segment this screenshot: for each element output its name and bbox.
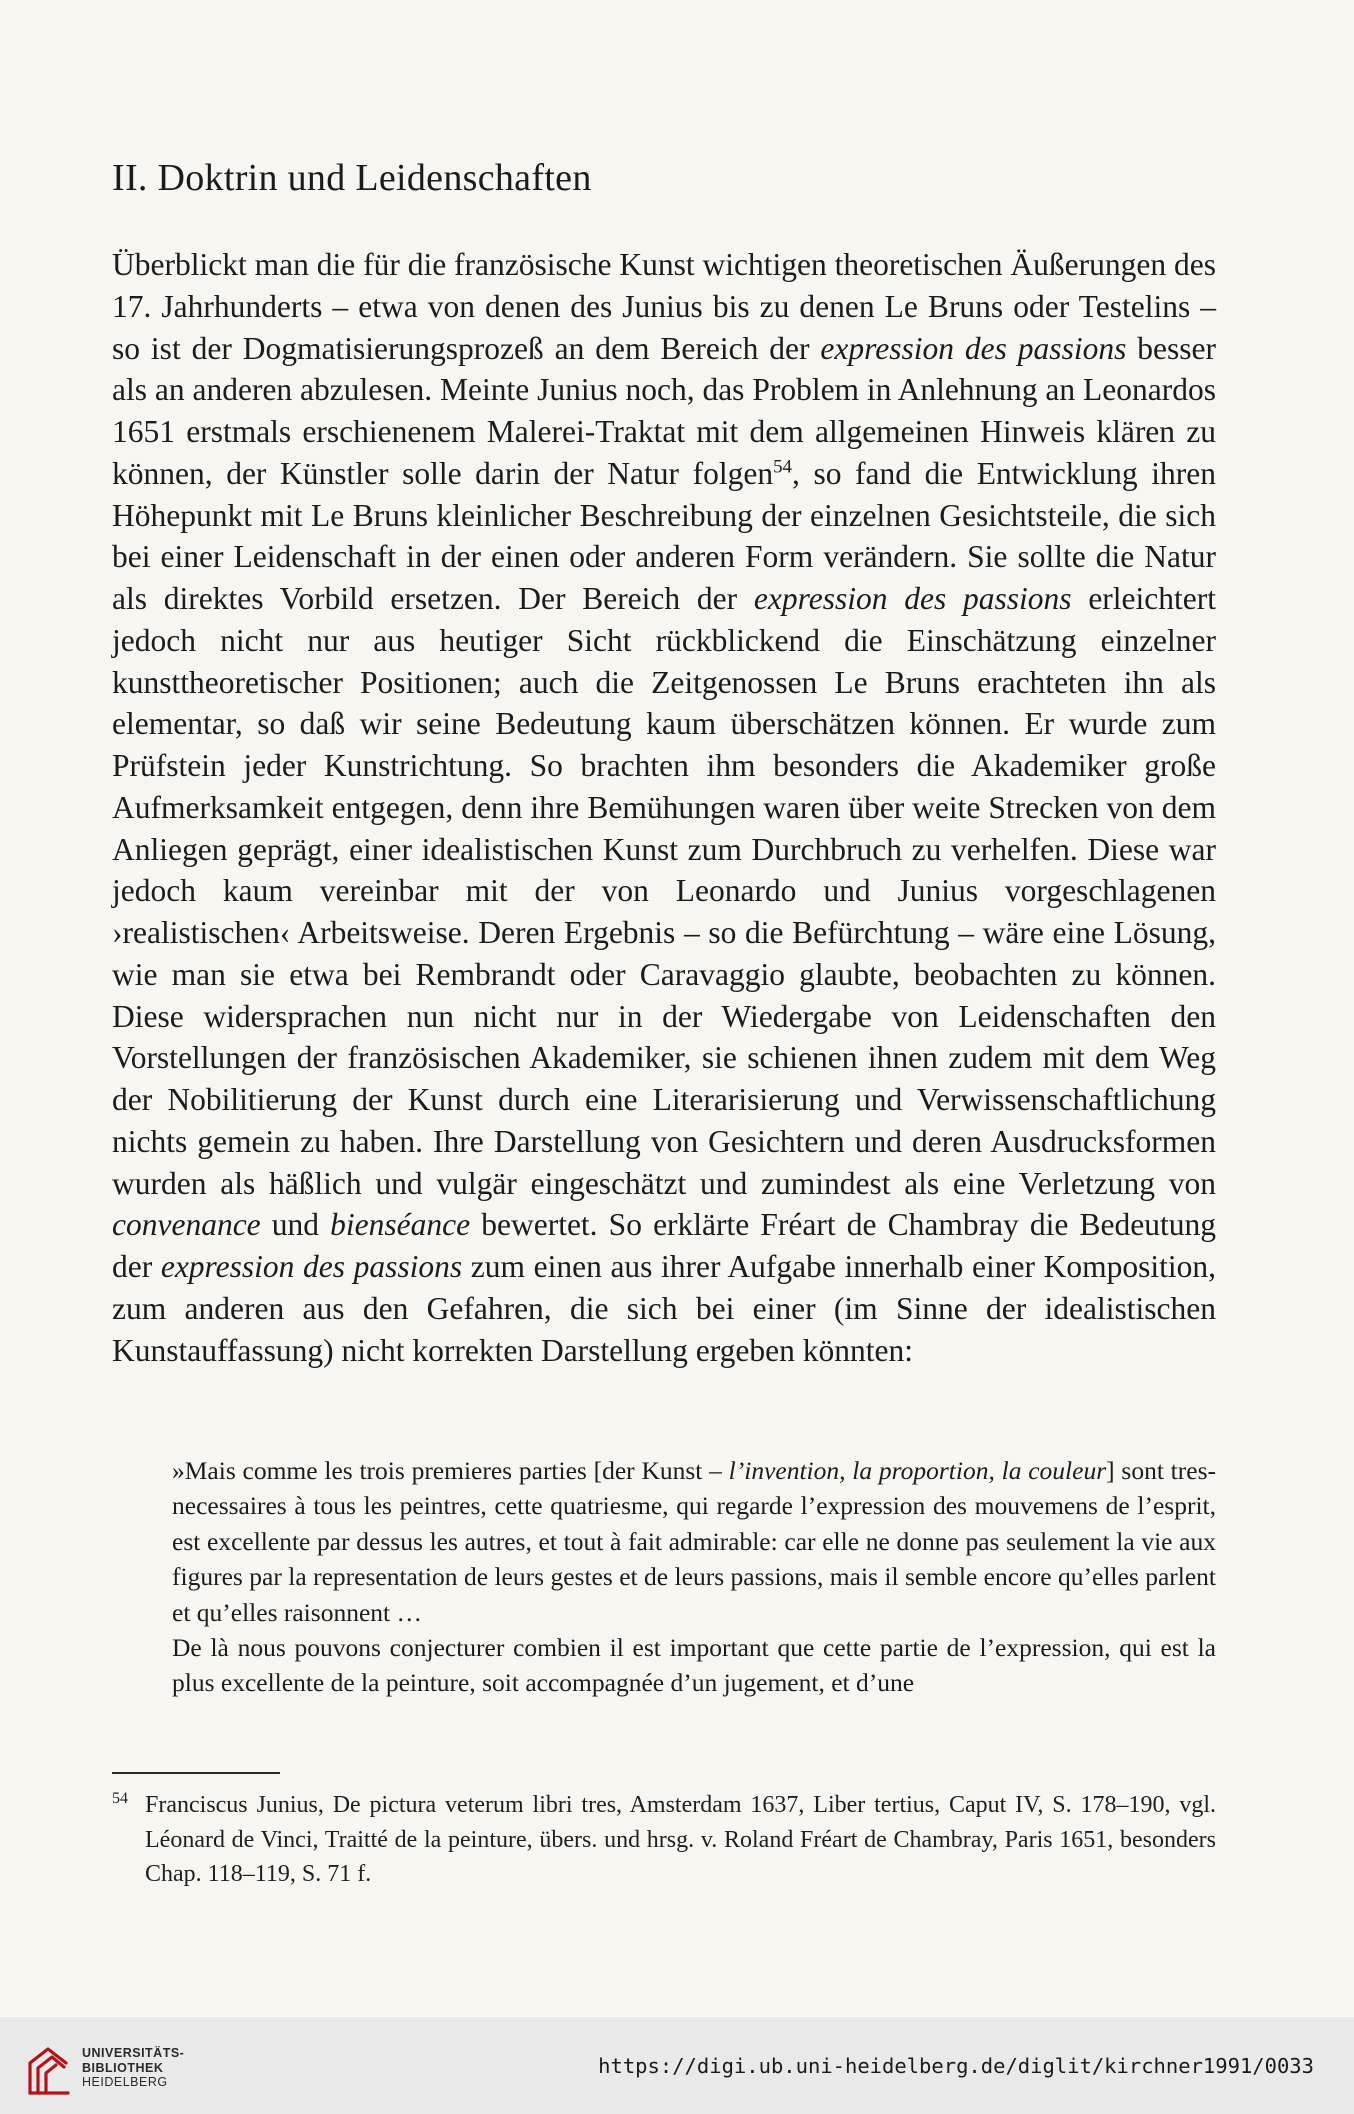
text-run: zum einen aus ihrer Aufgabe innerhalb einer Komposition, zum anderen aus den Gefahren, die sich bei einer (im Sinne der idealistischen Kunstauffassung) nicht korrekten Darstellung ergeben könnten: — [112, 1249, 1216, 1368]
quote-paragraph-1 — [172, 1453, 1216, 1630]
body-paragraph — [112, 244, 1216, 1371]
italic-term: expression des passions — [820, 330, 1127, 366]
section-heading: II. Doktrin und Leidenschaften — [112, 157, 592, 199]
text-run: Überblickt man die für die französische Kunst wichtigen theoretischen Äußerungen des 17. Jahrhunderts – etwa von denen des Junius bis zu denen Le Bruns oder Testelins – so ist der Dogmatisierungsprozeß an dem Bereich der — [112, 247, 1216, 366]
italic-term: bienséance — [330, 1207, 471, 1243]
library-logo-text — [82, 2046, 184, 2090]
italic-term: expression des passions — [160, 1249, 463, 1284]
permalink-url[interactable]: https://digi.ub.uni-heidelberg.de/diglit/kirchner1991/0033 — [598, 2054, 1314, 2078]
italic-term: l’invention, la proportion, la couleur — [728, 1456, 1107, 1485]
logo-line-1: UNIVERSITÄTS- — [82, 2046, 185, 2060]
text-run: ] sont tres-necessaires à tous les peintres, cette quatriesme, qui regarde l’expression des mouvemens de l’esprit, est excellente par dessus les autres, et tout à fait admirable: car elle ne donne pas seulement la vie aux figures par la representation de leurs gestes et de leurs passions, mais il semble encore qu’elles parlent et qu’elles raisonnent … — [172, 1456, 1216, 1627]
italic-term: expression des passions — [753, 581, 1072, 616]
library-logo-icon — [24, 2043, 74, 2099]
footnote — [112, 1788, 1216, 1892]
block-quote — [172, 1453, 1216, 1701]
logo-line-3: HEIDELBERG — [82, 2075, 168, 2089]
text-run: , so fand die Entwicklung ihren Höhepunkt mit Le Bruns kleinlicher Beschreibung der einzelnen Gesichtsteile, die sich bei einer Leidenschaft in der einen oder anderen Form verändern. Sie sollte die Natur als direktes Vorbild ersetzen. Der Bereich der — [112, 455, 1216, 616]
text-run: bewertet. So erklärte Fréart de Chambray die Bedeutung der — [112, 1207, 1217, 1284]
footnote-number: 54 — [112, 1790, 128, 1807]
text-run: besser als an anderen abzulesen. Meinte Junius noch, das Problem in Anlehnung an Leonardos 1651 erstmals erschienenem Malerei-Traktat mit dem allgemeinen Hinweis klären zu können, der Künstler solle darin der Natur folgen — [112, 330, 1216, 491]
text-run: und — [260, 1207, 331, 1243]
italic-term: convenance — [112, 1207, 261, 1243]
footnote-text: Franciscus Junius, De pictura veterum libri tres, Amsterdam 1637, Liber tertius, Caput IV, S. 178–190, vgl. Léonard de Vinci, Traitté de la peinture, übers. und hrsg. v. Roland Fréart de Chambray, Paris 1651, besonders Chap. 118–119, S. 71 f. — [145, 1792, 1216, 1888]
quote-paragraph-2 — [172, 1630, 1216, 1701]
text-run: De là nous pouvons conjecturer combien il est important que cette partie de l’expression, qui est la plus excellente de la peinture, soit accompagnée d’un jugement, et d’une — [172, 1633, 1216, 1698]
footnote-divider — [112, 1772, 280, 1774]
logo-line-2: BIBLIOTHEK — [82, 2060, 164, 2075]
text-run: erleichtert jedoch nicht nur aus heutiger Sicht rückblickend die Einschätzung einzelner kunsttheoretischer Positionen; auch die Zeitgenossen Le Bruns erachteten ihn als elementar, so daß wir seine Bedeutung kaum überschätzen können. Er wurde zum Prüfstein jeder Kunstrichtung. So brachten ihm besonders die Akademiker große Aufmerksamkeit entgegen, denn ihre Bemühungen waren über weite Strecken von dem Anliegen geprägt, einer idealistischen Kunst zum Durchbruch zu verhelfen. Diese war jedoch kaum vereinbar mit der von Leonardo und Junius vorgeschlagenen ›realistischen‹ Arbeitsweise. Deren Ergebnis – so die Befürchtung – wäre eine Lösung, wie man sie etwa bei Rembrandt oder Caravaggio glaubte, beobachten zu können. Diese widersprachen nun nicht nur in der Wiedergabe von Leidenschaften den Vorstellungen der französischen Akademiker, sie schienen ihnen zudem mit dem Weg der Nobilitierung der Kunst durch eine Literarisierung und Verwissenschaftlichung nichts gemein zu haben. Ihre Darstellung von Gesichtern und deren Ausdrucksformen wurden als häßlich und vulgär eingeschätzt und zumindest als eine Verletzung von — [112, 581, 1216, 1201]
viewer-footer — [0, 2017, 1354, 2114]
footnote-reference: 54 — [773, 456, 792, 478]
text-run: »Mais comme les trois premieres parties [der Kunst – — [172, 1456, 729, 1485]
